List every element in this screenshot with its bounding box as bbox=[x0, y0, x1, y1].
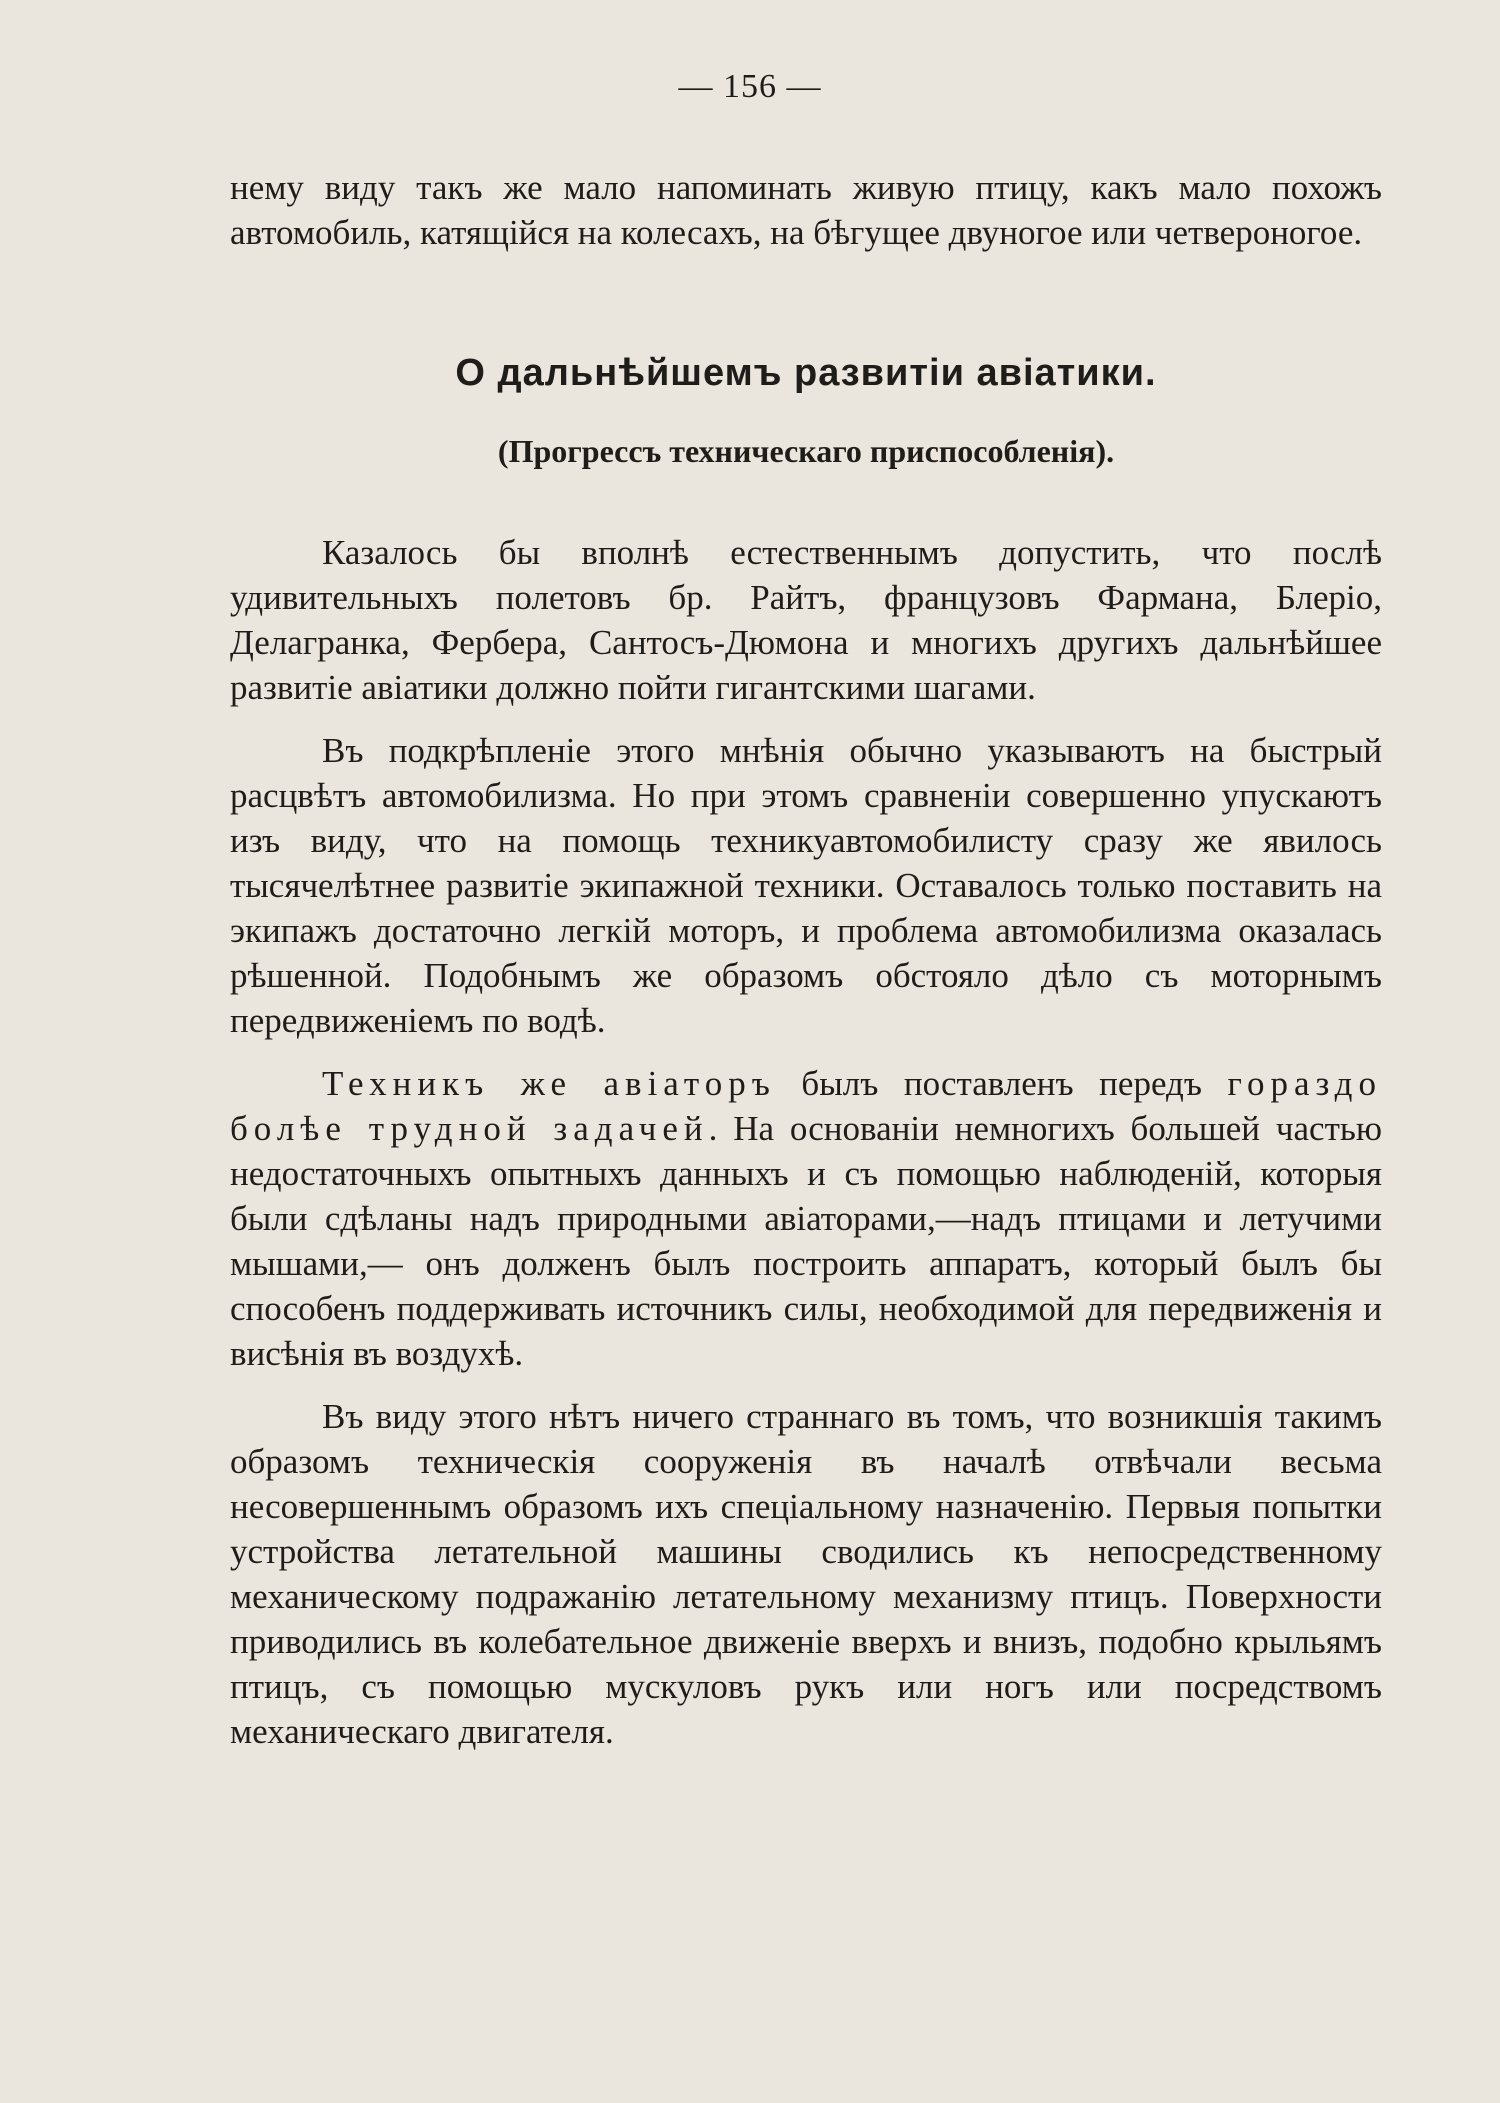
emphasis-harder-task: гораздо болѣе трудной задачей bbox=[230, 1064, 1382, 1148]
page-number: — 156 — bbox=[678, 68, 822, 105]
paragraph-4: Въ виду этого нѣтъ ничего страннаго въ томъ, что возникшія такимъ образомъ техническія сооруженія въ началѣ отвѣчали весьма несовершеннымъ образомъ ихъ спеціальному назначенію. Первыя попытки устройства летательной машины сводились къ непосредственному механическому подражанію летательному механизму птицъ. Поверхности приводились въ колебательное движеніе вверхъ и внизъ, подобно крыльямъ птицъ, съ помощью мускуловъ рукъ или ногъ или посредствомъ механическаго двигателя. bbox=[230, 1397, 1382, 1751]
emphasis-technician-aviator: Техникъ же авіаторъ bbox=[322, 1064, 776, 1103]
paragraph-2: Въ подкрѣпленіе этого мнѣнія обычно указываютъ на быстрый расцвѣтъ автомобилизма. Но при этомъ сравненіи совершенно упускаютъ изъ виду, что на помощь техникуавтомобилисту сразу же явилось тысячелѣтнее развитіе экипажной техники. Оставалось только поставить на экипажъ достаточно легкій моторъ, и проблема автомобилизма оказалась рѣшенной. Подобнымъ же образомъ обстояло дѣло съ моторнымъ передвиженіемъ по водѣ. bbox=[230, 731, 1382, 1040]
continuation-text: нему виду такъ же мало напоминать живую птицу, какъ мало похожъ автомобиль, катящійся на колесахъ, на бѣгущее двуногое или четвероногое. bbox=[230, 168, 1382, 252]
section-title: О дальнѣйшемъ развитіи авіатики. bbox=[455, 352, 1157, 394]
paragraph-3 bbox=[230, 1061, 1382, 1376]
section-body bbox=[230, 530, 1382, 1772]
continuation-paragraph bbox=[230, 165, 1382, 255]
paragraph-1: Казалось бы вполнѣ естественнымъ допустить, что послѣ удивительныхъ полетовъ бр. Райтъ, французовъ Фармана, Блеріо, Делагранка, Фербера, Сантосъ-Дюмона и многихъ другихъ дальнѣйшее развитіе авіатики должно пойти гигантскими шагами. bbox=[230, 533, 1382, 707]
section-subtitle: (Прогрессъ техническаго приспособленія). bbox=[497, 433, 1115, 469]
paragraph-3-mid: былъ поставленъ передъ bbox=[775, 1064, 1228, 1103]
paragraph-3-rest: . На основаніи немногихъ большей частью недостаточныхъ опытныхъ данныхъ и съ помощью наблюденій, которыя были сдѣланы надъ природными авіаторами,—надъ птицами и летучими мышами,— онъ долженъ былъ построить аппаратъ, который былъ бы способенъ поддерживать источникъ силы, необходимой для передвиженія и висѣнія въ воздухѣ. bbox=[230, 1109, 1382, 1373]
